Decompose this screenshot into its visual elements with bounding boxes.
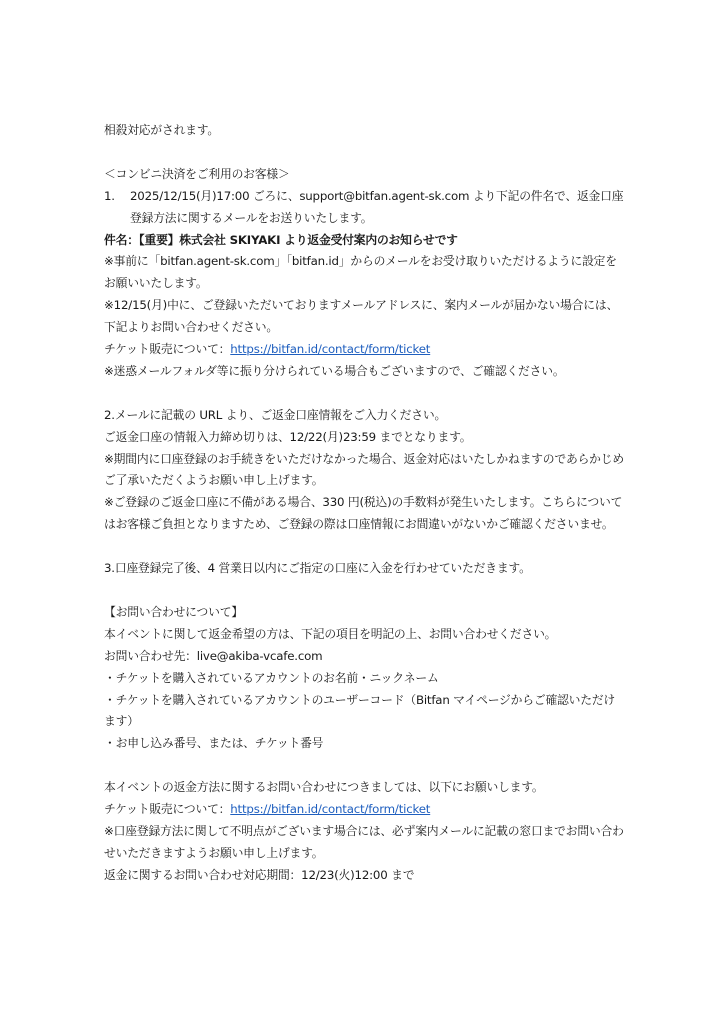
blank-line — [104, 142, 624, 164]
ticket-contact-link[interactable]: https://bitfan.id/contact/form/ticket — [230, 802, 431, 817]
item-number: 1. — [104, 188, 115, 203]
deadline-line: ご返金口座の情報入力締め切りは、12/22(月)23:59 までとなります。 — [104, 429, 472, 444]
convenience-heading: ＜コンビニ決済をご利用のお客様＞ — [104, 166, 290, 181]
item-text: 2025/12/15(月)17:00 ごろに、support@bitfan.agent-sk.com より下記の件名で、返金口座登録方法に関するメールをお送りいたします。 — [130, 188, 624, 225]
blank-line — [104, 536, 624, 558]
step-3: 3.口座登録完了後、4 営業日以内にご指定の口座に入金を行わせていただきます。 — [104, 561, 531, 576]
numbered-item-1 — [104, 186, 624, 230]
ticket-contact-line-2 — [104, 799, 624, 821]
intro-line: 相殺対応がされます。 — [104, 123, 220, 137]
fee-notice: ※ご登録のご返金口座に不備がある場合、330 円(税込)の手数料が発生いたします。こちらについてはお客様ご負担となりますため、ご登録の際は口座情報にお間違いがないかご確認くださいませ。 — [104, 495, 623, 532]
ticket-contact-label: チケット販売について： — [104, 342, 231, 357]
support-period: 返金に関するお問い合わせ対応期間：12/23(火)12:00 まで — [104, 867, 415, 882]
notice-no-mail: ※12/15(月)中に、ご登録いただいておりますメールアドレスに、案内メールが届かない場合には、下記よりお問い合わせください。 — [104, 298, 619, 335]
ticket-contact-line-1 — [104, 339, 624, 361]
subject-line: 件名：【重要】株式会社 SKIYAKI より返金受付案内のお知らせです — [104, 232, 458, 247]
blank-line — [104, 383, 624, 405]
bullet-number: ・お申し込み番号、または、チケット番号 — [104, 736, 324, 751]
notice-domains: ※事前に「bitfan.agent-sk.com」「bitfan.id」からのメールをお受け取りいただけるように設定をお願いいたします。 — [104, 254, 617, 291]
blank-line — [104, 755, 624, 777]
ticket-contact-link[interactable]: https://bitfan.id/contact/form/ticket — [230, 342, 431, 357]
document-body — [104, 120, 624, 887]
bullet-name: ・チケットを購入されているアカウントのお名前・ニックネーム — [104, 670, 439, 685]
bullet-usercode: ・チケットを購入されているアカウントのユーザーコード（Bitfan マイページからご確認いただけます） — [104, 692, 616, 729]
spam-notice: ※迷惑メールフォルダ等に振り分けられている場合もございますので、ご確認ください。 — [104, 363, 565, 378]
step-2: 2.メールに記載の URL より、ご返金口座情報をご入力ください。 — [104, 407, 447, 422]
deadline-notice: ※期間内に口座登録のお手続きをいただけなかった場合、返金対応はいたしかねますのであらかじめご了承いただくようお願い申し上げます。 — [104, 451, 624, 488]
inquiry-intro: 本イベントに関して返金希望の方は、下記の項目を明記の上、お問い合わせください。 — [104, 626, 557, 641]
blank-line — [104, 580, 624, 602]
unclear-notice: ※口座登録方法に関して不明点がございます場合には、必ず案内メールに記載の窓口までお問い合わせいただきますようお願い申し上げます。 — [104, 823, 624, 860]
refund-method-intro: 本イベントの返金方法に関するお問い合わせにつきましては、以下にお願いします。 — [104, 780, 544, 795]
inquiry-email: お問い合わせ先：live@akiba-vcafe.com — [104, 648, 323, 663]
ticket-contact-label: チケット販売について： — [104, 802, 231, 817]
inquiry-heading: 【お問い合わせについて】 — [104, 604, 243, 619]
